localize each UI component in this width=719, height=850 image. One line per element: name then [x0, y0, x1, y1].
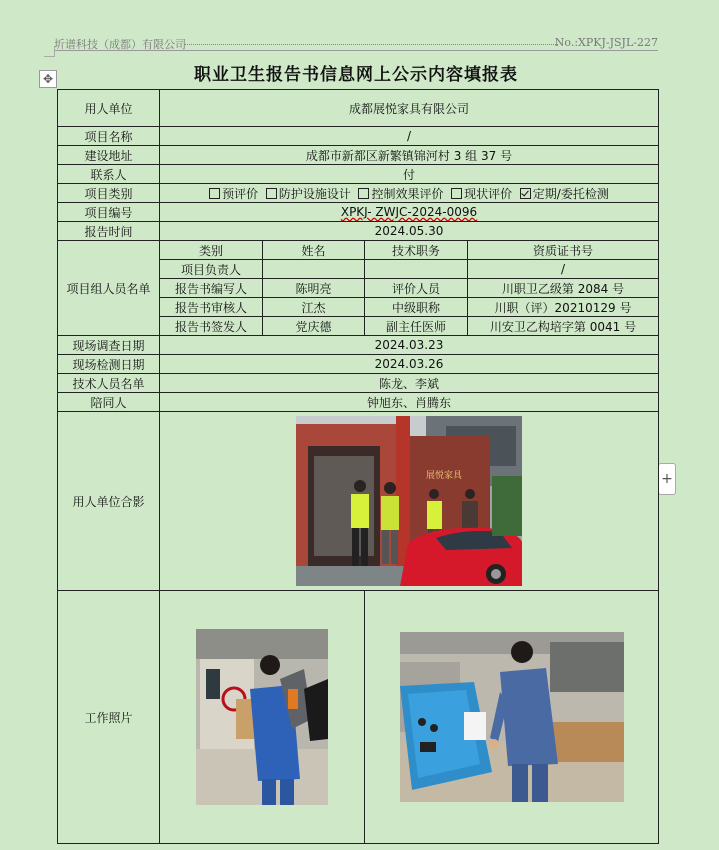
row-test-date: [58, 355, 659, 374]
team-role: 报告书审核人: [160, 298, 263, 317]
test-date-value[interactable]: 2024.03.26: [160, 355, 659, 374]
project-no-value[interactable]: [160, 203, 659, 222]
tech-staff-value[interactable]: 陈龙、李斌: [160, 374, 659, 393]
category-option-1[interactable]: 防护设施设计: [266, 187, 351, 201]
work-photo-cell-2: [365, 591, 659, 844]
group-photo-cell: [160, 412, 659, 591]
work-photo-cell-1: [160, 591, 365, 844]
work-photo-1-drawing: [196, 629, 328, 805]
team-header-title: 技术职务: [365, 241, 468, 260]
team-cert[interactable]: 川安卫乙构培字第 0041 号: [468, 317, 659, 336]
team-header-cert: 资质证书号: [468, 241, 659, 260]
team-title[interactable]: [365, 260, 468, 279]
row-project-name: [58, 127, 659, 146]
escort-value[interactable]: 钟旭东、肖腾东: [160, 393, 659, 412]
checkbox-icon[interactable]: [451, 188, 462, 199]
work-photo-1-image[interactable]: [196, 629, 328, 805]
survey-date-label: 现场调查日期: [58, 336, 160, 355]
row-tech-staff: [58, 374, 659, 393]
group-photo-label: 用人单位合影: [58, 412, 160, 591]
header-doc-no: No.:XPKJ-JSJL-227: [554, 36, 658, 49]
escort-label: 陪同人: [58, 393, 160, 412]
project-name-value[interactable]: /: [160, 127, 659, 146]
category-options: [160, 184, 659, 203]
row-survey-date: [58, 336, 659, 355]
add-column-button[interactable]: +: [658, 463, 676, 495]
team-name[interactable]: 党庆德: [263, 317, 365, 336]
row-address: [58, 146, 659, 165]
group-photo-image[interactable]: [296, 416, 522, 586]
header-dotted-leader: [184, 44, 558, 45]
row-category: [58, 184, 659, 203]
team-header-name: 姓名: [263, 241, 365, 260]
contact-value[interactable]: 付: [160, 165, 659, 184]
table-move-handle-icon[interactable]: ✥: [39, 70, 57, 88]
checkbox-icon[interactable]: [209, 188, 220, 199]
team-cert[interactable]: /: [468, 260, 659, 279]
category-option-2[interactable]: 控制效果评价: [358, 187, 443, 201]
project-name-label: 项目名称: [58, 127, 160, 146]
project-no-label: 项目编号: [58, 203, 160, 222]
category-option-4[interactable]: 定期/委托检测: [520, 187, 609, 201]
row-group-photo: [58, 412, 659, 591]
group-photo-drawing: [296, 416, 522, 586]
team-header-row: [58, 241, 659, 260]
team-name[interactable]: [263, 260, 365, 279]
team-cert[interactable]: 川职（评）20210129 号: [468, 298, 659, 317]
team-cert[interactable]: 川职卫乙级第 2084 号: [468, 279, 659, 298]
checkbox-icon[interactable]: [358, 188, 369, 199]
row-contact: [58, 165, 659, 184]
checkbox-checked-icon[interactable]: [520, 188, 531, 199]
category-option-3[interactable]: 现状评价: [451, 187, 512, 201]
tech-staff-label: 技术人员名单: [58, 374, 160, 393]
header-rule: [54, 50, 658, 51]
row-escort: [58, 393, 659, 412]
team-role: 项目负责人: [160, 260, 263, 279]
team-name[interactable]: 陈明亮: [263, 279, 365, 298]
work-photo-label: 工作照片: [58, 591, 160, 844]
row-employer: [58, 90, 659, 127]
employer-label: 用人单位: [58, 90, 160, 127]
page-title: 职业卫生报告书信息网上公示内容填报表: [194, 65, 518, 85]
survey-date-value[interactable]: 2024.03.23: [160, 336, 659, 355]
team-title[interactable]: 评价人员: [365, 279, 468, 298]
team-label: 项目组人员名单: [58, 241, 160, 336]
team-header-category: 类别: [160, 241, 263, 260]
team-role: 报告书签发人: [160, 317, 263, 336]
report-time-value[interactable]: 2024.05.30: [160, 222, 659, 241]
team-role: 报告书编写人: [160, 279, 263, 298]
team-name[interactable]: 江杰: [263, 298, 365, 317]
category-option-0[interactable]: 预评价: [209, 187, 258, 201]
work-photo-2-drawing: [400, 632, 624, 802]
row-work-photos: [58, 591, 659, 844]
contact-label: 联系人: [58, 165, 160, 184]
team-title[interactable]: 中级职称: [365, 298, 468, 317]
employer-value[interactable]: 成都展悦家具有限公司: [160, 90, 659, 127]
group-photo-sign: 展悦家具: [426, 470, 463, 480]
work-photo-2-image[interactable]: [400, 632, 624, 802]
form-table: [57, 89, 659, 844]
checkbox-icon[interactable]: [266, 188, 277, 199]
address-value[interactable]: 成都市新都区新繁镇锦河村 3 组 37 号: [160, 146, 659, 165]
category-label: 项目类别: [58, 184, 160, 203]
address-label: 建设地址: [58, 146, 160, 165]
test-date-label: 现场检测日期: [58, 355, 160, 374]
row-report-time: [58, 222, 659, 241]
project-no-text: XPKJ- ZWJC-2024-0096: [340, 205, 478, 219]
report-time-label: 报告时间: [58, 222, 160, 241]
margin-corner-mark: [44, 46, 55, 57]
row-project-no: [58, 203, 659, 222]
team-title[interactable]: 副主任医师: [365, 317, 468, 336]
header-company: 圻谱科技（成都）有限公司: [54, 38, 186, 51]
page-header: [54, 36, 658, 50]
